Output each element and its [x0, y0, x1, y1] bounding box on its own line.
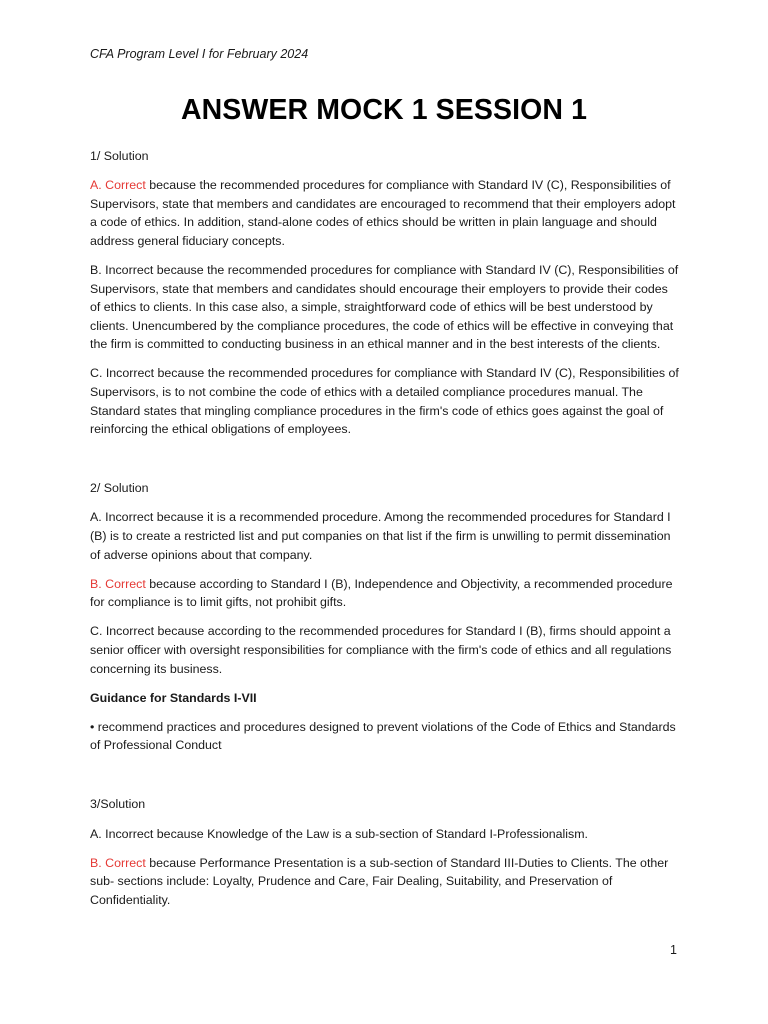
correct-marker: B. Correct [90, 576, 146, 591]
section-spacer [90, 765, 680, 795]
answer-text: because according to Standard I (B), Independence and Objectivity, a recommended procedure for compliance is to limit gifts, not prohibit gifts. [90, 576, 673, 610]
page-title: ANSWER MOCK 1 SESSION 1 [180, 94, 588, 126]
document-body [90, 147, 680, 920]
answer-q2-a: A. Incorrect because it is a recommended procedure. Among the recommended procedures for Standard I (B) is to create a restricted list and put companies on that list if the firm is unwilling to permit dissemination of adverse opinions about that company. [90, 510, 671, 562]
answer-text: because the recommended procedures for compliance with Standard IV (C), Responsibilities of Supervisors, state that members and candidates are encouraged to recommend that their employers adopt a code of ethics. In addition, stand-alone codes of ethics should be written in plain language and should address general fiduciary concepts. [90, 178, 676, 248]
answer-q1-a [90, 176, 680, 250]
answer-q1-b: B. Incorrect because the recommended procedures for compliance with Standard IV (C), Responsibilities of Supervisors, state that members and candidates should encourage their employers to provide their codes of ethics to clients. In this case also, a simple, straightforward code of ethics will be best understood by clients. Unencumbered by the compliance procedures, the code of ethics will be effective in conveying that the firm is committed to conducting business in an ethical manner and in the best interests of the clients. [90, 262, 679, 352]
running-header: CFA Program Level I for February 2024 [90, 47, 309, 61]
section-label-q1: 1/ Solution [90, 149, 149, 163]
section-label-q3: 3/Solution [90, 797, 146, 812]
answer-q3-b [90, 854, 680, 910]
section-label-q2: 2/ Solution [90, 481, 149, 496]
guidance-heading: Guidance for Standards I-VII [90, 690, 257, 705]
answer-q1-c: C. Incorrect because the recommended procedures for compliance with Standard IV (C), Responsibilities of Supervisors, is to not combine the code of ethics with a detailed compliance procedures manual. The Standard states that mingling compliance procedures in the firm's code of ethics goes against the goal of reinforcing the ethical obligations of employees. [90, 366, 679, 437]
answer-text: because Performance Presentation is a sub-section of Standard III-Duties to Clients. The other sub- sections include: Loyalty, Prudence and Care, Fair Dealing, Suitability, and Preservation of Confidentiality. [90, 855, 669, 907]
section-spacer [90, 449, 680, 479]
correct-marker: A. Correct [90, 178, 146, 193]
answer-q3-a: A. Incorrect because Knowledge of the Law is a sub-section of Standard I-Professionalism. [90, 826, 588, 841]
answer-q2-b [90, 575, 680, 612]
answer-q2-c: C. Incorrect because according to the recommended procedures for Standard I (B), firms should appoint a senior officer with oversight responsibilities for compliance with the firm's code of ethics and all regulations concerning its business. [90, 624, 672, 676]
page-number: 1 [670, 943, 677, 957]
guidance-bullet: • recommend practices and procedures designed to prevent violations of the Code of Ethics and Standards of Professional Conduct [90, 719, 676, 753]
correct-marker: B. Correct [90, 855, 146, 870]
